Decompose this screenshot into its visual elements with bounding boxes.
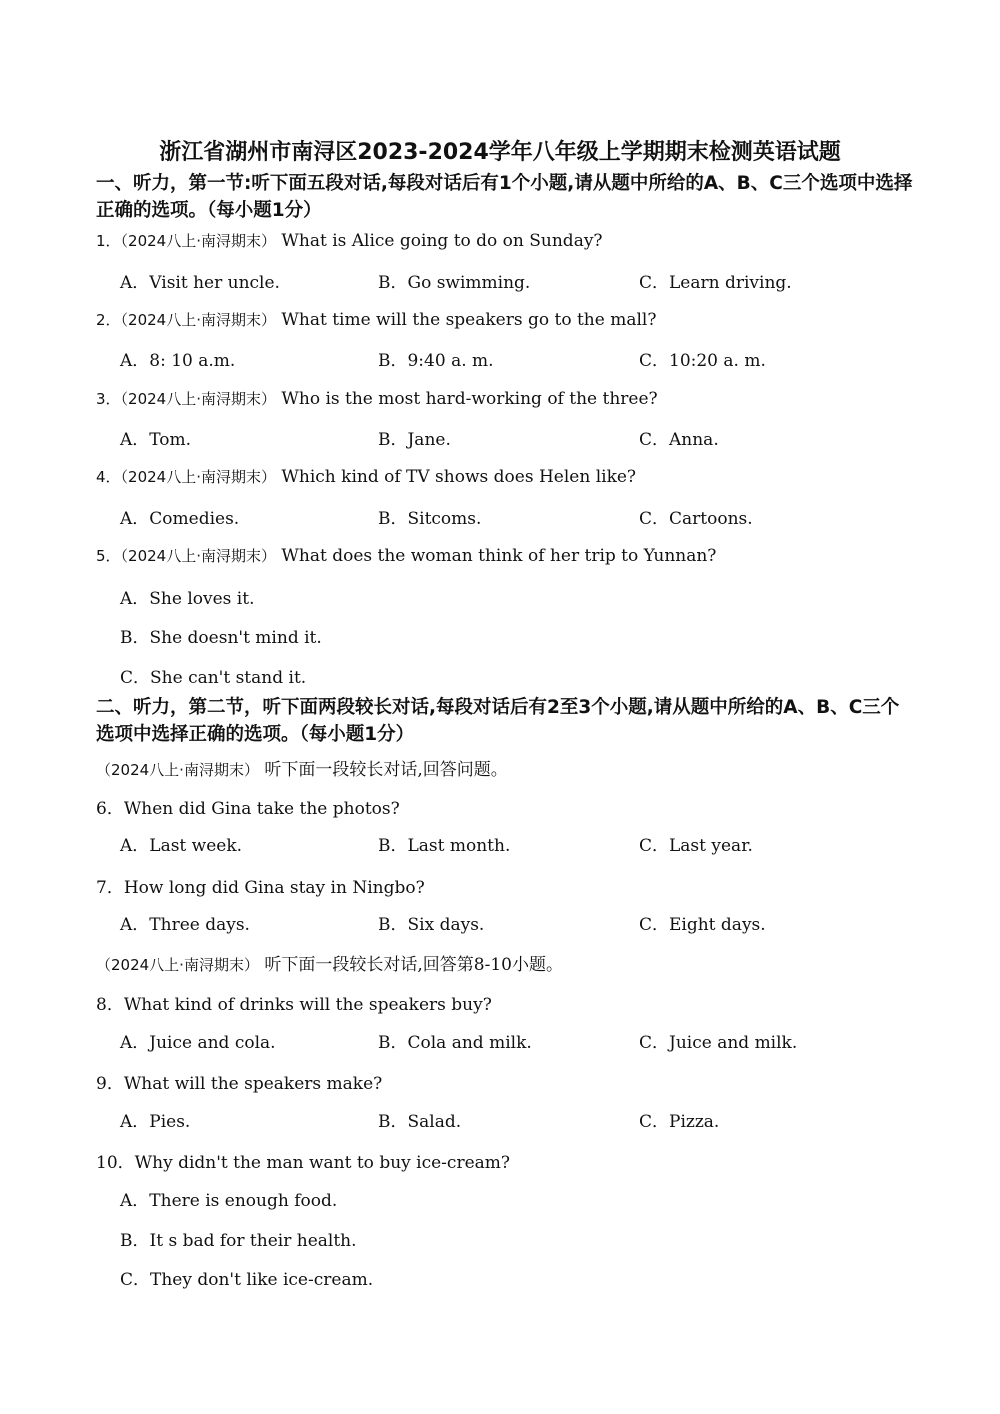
question-text: What kind of drinks will the speakers buy? bbox=[123, 995, 492, 1015]
question-number: 1． bbox=[96, 232, 121, 250]
q1-option-b: B．Go swimming. bbox=[378, 273, 531, 293]
q2-option-a: A．8: 10 a.m. bbox=[120, 351, 236, 371]
question-number: 10． bbox=[96, 1153, 135, 1173]
q5-option-b: B．She doesn't mind it. bbox=[120, 628, 322, 648]
question-source-tag: （2024八上·南浔期末） bbox=[120, 390, 276, 408]
page-title: 浙江省湖州市南浔区2023-2024学年八年级上学期期末检测英语试题 bbox=[159, 140, 841, 165]
question-source-tag: （2024八上·南浔期末） bbox=[96, 761, 259, 779]
q9-option-b: B．Salad. bbox=[378, 1112, 462, 1132]
q3-option-a: A．Tom. bbox=[120, 430, 192, 450]
question-source-tag: （2024八上·南浔期末） bbox=[120, 468, 276, 486]
question-text: When did Gina take the photos? bbox=[123, 799, 400, 819]
question-4 bbox=[96, 466, 636, 487]
question-text: Which kind of TV shows does Helen like? bbox=[281, 467, 637, 487]
q6-option-b: B．Last month. bbox=[378, 836, 511, 856]
q9-option-c: C．Pizza. bbox=[639, 1112, 720, 1132]
q4-option-a: A．Comedies. bbox=[120, 509, 240, 529]
question-source-tag: （2024八上·南浔期末） bbox=[120, 311, 276, 329]
q3-option-b: B．Jane. bbox=[378, 430, 451, 450]
q1-option-a: A．Visit her uncle. bbox=[120, 273, 280, 293]
q8-option-a: A．Juice and cola. bbox=[120, 1033, 276, 1053]
question-number: 4． bbox=[96, 468, 121, 486]
question-number: 5． bbox=[96, 547, 121, 565]
q3-option-c: C．Anna. bbox=[639, 430, 719, 450]
q7-option-b: B．Six days. bbox=[378, 915, 485, 935]
q7-option-c: C．Eight days. bbox=[639, 915, 766, 935]
section1-heading: 一、听力，第一节:听下面五段对话,每段对话后有1个小题,请从题中所给的A、B、C三个选项中选择正确的选项。（每小题1分） bbox=[96, 173, 913, 221]
q4-option-b: B．Sitcoms. bbox=[378, 509, 482, 529]
question-3 bbox=[96, 388, 658, 409]
question-number: 9． bbox=[96, 1074, 124, 1094]
question-6 bbox=[96, 794, 400, 819]
q10-option-b: B．It s bad for their health. bbox=[120, 1231, 357, 1251]
q2-option-c: C．10:20 a. m. bbox=[639, 351, 766, 371]
question-source-tag: （2024八上·南浔期末） bbox=[120, 232, 276, 250]
group1-instruction bbox=[96, 755, 508, 780]
q8-option-b: B．Cola and milk. bbox=[378, 1033, 532, 1053]
q1-option-c: C．Learn driving. bbox=[639, 273, 792, 293]
question-8 bbox=[96, 990, 492, 1015]
q2-option-b: B．9:40 a. m. bbox=[378, 351, 494, 371]
section2-heading: 二、听力，第二节，听下面两段较长对话,每段对话后有2至3个小题,请从题中所给的A、B、C三个选项中选择正确的选项。（每小题1分） bbox=[96, 697, 900, 745]
q9-option-a: A．Pies. bbox=[120, 1112, 191, 1132]
question-9 bbox=[96, 1069, 382, 1094]
question-5 bbox=[96, 545, 716, 566]
group2-instruction bbox=[96, 950, 563, 975]
question-text: What will the speakers make? bbox=[123, 1074, 383, 1094]
q8-option-c: C．Juice and milk. bbox=[639, 1033, 798, 1053]
q6-option-c: C．Last year. bbox=[639, 836, 753, 856]
group-text: 听下面一段较长对话,回答问题。 bbox=[264, 760, 508, 780]
question-text: What does the woman think of her trip to Yunnan? bbox=[281, 546, 717, 566]
group-text: 听下面一段较长对话,回答第8-10小题。 bbox=[264, 955, 563, 975]
question-text: Who is the most hard-working of the three? bbox=[281, 389, 658, 409]
question-number: 8． bbox=[96, 995, 124, 1015]
question-1 bbox=[96, 230, 603, 251]
q7-option-a: A．Three days. bbox=[120, 915, 250, 935]
question-7 bbox=[96, 873, 425, 898]
q6-option-a: A．Last week. bbox=[120, 836, 243, 856]
q10-option-a: A．There is enough food. bbox=[120, 1191, 338, 1211]
question-source-tag: （2024八上·南浔期末） bbox=[96, 956, 259, 974]
question-text: What time will the speakers go to the mall? bbox=[281, 310, 657, 330]
q5-option-a: A．She loves it. bbox=[120, 589, 255, 609]
question-number: 3． bbox=[96, 390, 121, 408]
q4-option-c: C．Cartoons. bbox=[639, 509, 753, 529]
q10-option-c: C．They don't like ice-cream. bbox=[120, 1270, 374, 1290]
question-source-tag: （2024八上·南浔期末） bbox=[120, 547, 276, 565]
question-text: How long did Gina stay in Ningbo? bbox=[123, 878, 425, 898]
question-number: 7． bbox=[96, 878, 124, 898]
question-text: What is Alice going to do on Sunday? bbox=[281, 231, 603, 251]
question-text: Why didn't the man want to buy ice-cream? bbox=[134, 1153, 511, 1173]
q5-option-c: C．She can't stand it. bbox=[120, 668, 307, 688]
question-10 bbox=[96, 1148, 510, 1173]
question-number: 6． bbox=[96, 799, 124, 819]
question-2 bbox=[96, 309, 656, 330]
question-number: 2． bbox=[96, 311, 121, 329]
